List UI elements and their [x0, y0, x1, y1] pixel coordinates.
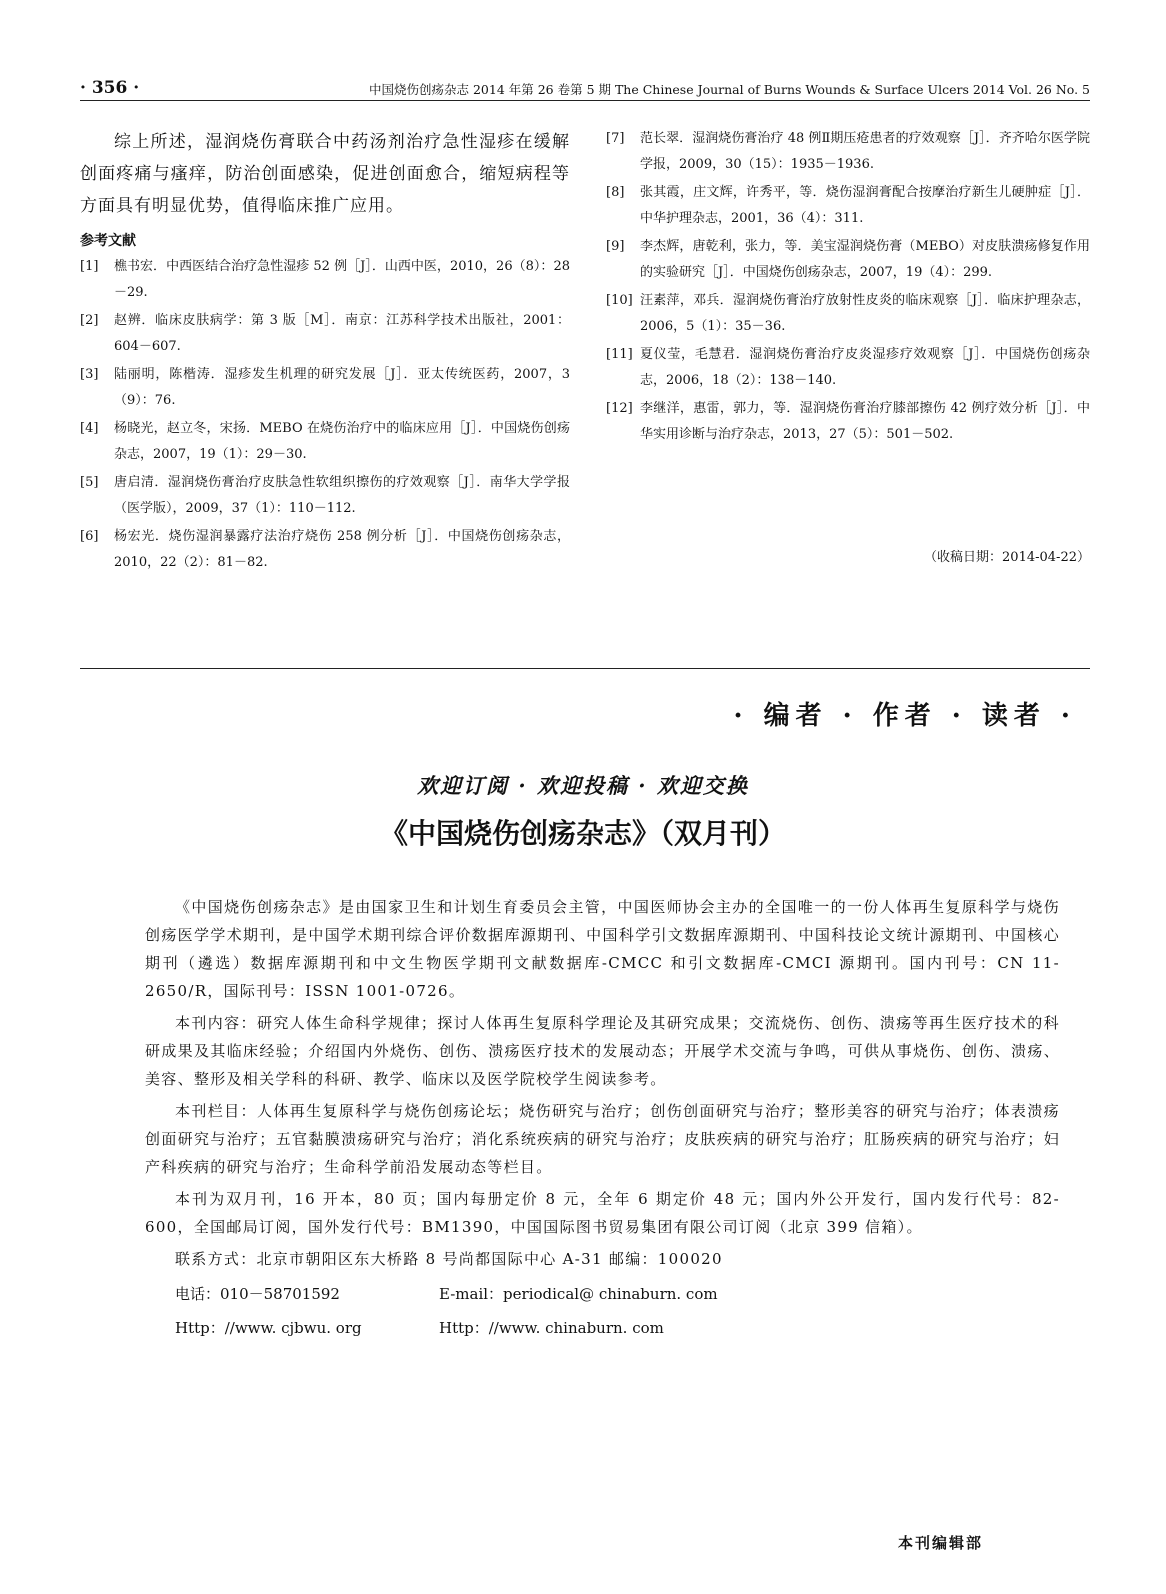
reference-number: [3] [80, 367, 99, 382]
intro-paragraph: 《中国烧伤创疡杂志》是由国家卫生和计划生育委员会主管，中国医师协会主办的全国唯一的一份人体再生复原科学与烧伤创疡医学学术期刊，是中国学术期刊综合评价数据库源期刊、中国科学引文数据库源期刊、中国科技论文统计源期刊、中国核心期刊（遴选）数据库源期刊和中文生物医学期刊文献数据库-CMCC 和引文数据库-CMCI 源期刊。国内刊号：CN 11-2650/R，国际刊号：ISSN 1001-0726。 [145, 898, 1060, 1000]
subscription-paragraph: 本刊为双月刊，16 开本，80 页；国内每册定价 8 元，全年 6 期定价 48 元；国内外公开发行，国内发行代号：82-600，全国邮局订阅，国外发行代号：BM1390，中国国际图书贸易集团有限公司订阅（北京 399 信箱）。 [145, 1190, 1060, 1236]
reference-item [80, 362, 570, 414]
reference-number: [8] [606, 185, 625, 200]
reference-item [80, 254, 570, 306]
reference-text: 赵辨．临床皮肤病学：第 3 版［M］．南京：江苏科学技术出版社，2001：604－607. [114, 313, 570, 354]
reference-text: 李杰辉，唐乾利，张力，等．美宝湿润烧伤膏（MEBO）对皮肤溃疡修复作用的实验研究［J］．中国烧伤创疡杂志，2007，19（4）：299. [640, 239, 1090, 280]
email-text[interactable]: E-mail：periodical@ chinaburn. com [439, 1285, 718, 1303]
reference-item [606, 288, 1090, 340]
reference-number: [6] [80, 529, 99, 544]
received-date: （收稿日期：2014-04-22） [924, 550, 1090, 565]
running-header [80, 76, 1090, 101]
reference-item [80, 308, 570, 360]
phone-text: 电话：010－58701592 [175, 1285, 340, 1303]
reference-text: 张其霞，庄文辉，许秀平，等．烧伤湿润膏配合按摩治疗新生儿硬肿症［J］．中华护理杂志，2001，36（4）：311. [640, 185, 1090, 226]
left-column [80, 126, 570, 578]
reference-item [80, 470, 570, 522]
editorial-signature: 本刊编辑部 [898, 1534, 984, 1552]
reference-text: 汪素萍，邓兵．湿润烧伤膏治疗放射性皮炎的临床观察［J］．临床护理杂志，2006，5（1）：35－36. [640, 293, 1090, 334]
section-tag: · 编者 · 作者 · 读者 · [733, 701, 1076, 731]
reference-text: 杨晓光，赵立冬，宋扬．MEBO 在烧伤治疗中的临床应用［J］．中国烧伤创疡杂志，2007，19（1）：29－30. [114, 421, 570, 462]
reference-number: [11] [606, 347, 633, 362]
reference-text: 陆丽明，陈楷涛．湿疹发生机理的研究发展［J］．亚太传统医药，2007，3（9）：76. [114, 367, 570, 408]
announcement-body [145, 893, 1060, 1345]
reference-number: [12] [606, 401, 633, 416]
reference-number: [10] [606, 293, 633, 308]
slogan: 欢迎订阅 · 欢迎投稿 · 欢迎交换 [417, 773, 749, 798]
contact-row-phone-email [145, 1277, 1060, 1311]
right-column [606, 126, 1090, 566]
reference-text: 杨宏光．烧伤湿润暴露疗法治疗烧伤 258 例分析［J］．中国烧伤创疡杂志，2010，22（2）：81－82. [114, 529, 570, 570]
reference-item [606, 126, 1090, 178]
reference-list-right [606, 126, 1090, 448]
reference-number: [7] [606, 131, 625, 146]
website-link-chinaburn[interactable]: Http：//www. chinaburn. com [439, 1319, 664, 1337]
website-link-cjbwu[interactable]: Http：//www. cjbwu. org [175, 1319, 362, 1337]
contact-row-websites [145, 1311, 1060, 1345]
columns-paragraph: 本刊栏目：人体再生复原科学与烧伤创疡论坛；烧伤研究与治疗；创伤创面研究与治疗；整形美容的研究与治疗；体表溃疡创面研究与治疗；五官黏膜溃疡研究与治疗；消化系统疾病的研究与治疗；皮肤疾病的研究与治疗；肛肠疾病的研究与治疗；妇产科疾病的研究与治疗；生命科学前沿发展动态等栏目。 [145, 1102, 1060, 1176]
reference-number: [9] [606, 239, 625, 254]
reference-item [606, 234, 1090, 286]
reference-item [606, 180, 1090, 232]
reference-number: [2] [80, 313, 99, 328]
references-title: 参考文献 [80, 233, 136, 249]
content-paragraph: 本刊内容：研究人体生命科学规律；探讨人体再生复原科学理论及其研究成果；交流烧伤、创伤、溃疡等再生医疗技术的科研成果及其临床经验；介绍国内外烧伤、创伤、溃疡医疗技术的发展动态；开展学术交流与争鸣，可供从事烧伤、创伤、溃疡、美容、整形及相关学科的科研、教学、临床以及医学院校学生阅读参考。 [145, 1014, 1060, 1088]
reference-item [80, 524, 570, 576]
reference-item [606, 342, 1090, 394]
reference-item [80, 416, 570, 468]
reference-list-left [80, 254, 570, 576]
reference-text: 唐启清．湿润烧伤膏治疗皮肤急性软组织擦伤的疗效观察［J］．南华大学学报（医学版），2009，37（1）：110－112. [114, 475, 570, 516]
reference-item [606, 396, 1090, 448]
reference-text: 樵书宏．中西医结合治疗急性湿疹 52 例［J］．山西中医，2010，26（8）：28－29. [114, 259, 570, 300]
reference-text: 范长翠．湿润烧伤膏治疗 48 例Ⅱ期压疮患者的疗效观察［J］．齐齐哈尔医学院学报，2009，30（15）：1935－1936. [640, 131, 1090, 172]
journal-running-head: 中国烧伤创疡杂志 2014 年第 26 卷第 5 期 The Chinese Journal of Burns Wounds & Surface Ulcers 2014 Vol. 26 No. 5 [368, 82, 1090, 97]
conclusion-paragraph: 综上所述，湿润烧伤膏联合中药汤剂治疗急性湿疹在缓解创面疼痛与瘙痒，防治创面感染，促进创面愈合，缩短病程等方面具有明显优势，值得临床推广应用。 [80, 132, 570, 216]
reference-text: 李继洋，惠雷，郭力，等．湿润烧伤膏治疗膝部擦伤 42 例疗效分析［J］．中华实用诊断与治疗杂志，2013，27（5）：501－502. [640, 401, 1090, 442]
contact-paragraph: 联系方式：北京市朝阳区东大桥路 8 号尚都国际中心 A-31 邮编：100020 [175, 1250, 723, 1268]
reference-text: 夏仪莹，毛慧君．湿润烧伤膏治疗皮炎湿疹疗效观察［J］．中国烧伤创疡杂志，2006，18（2）：138－140. [640, 347, 1090, 388]
reference-number: [1] [80, 259, 99, 274]
section-divider [80, 668, 1090, 669]
page-number: · 356 · [80, 78, 140, 98]
reference-number: [5] [80, 475, 99, 490]
magazine-title: 《中国烧伤创疡杂志》（双月刊） [379, 817, 786, 850]
reference-number: [4] [80, 421, 99, 436]
